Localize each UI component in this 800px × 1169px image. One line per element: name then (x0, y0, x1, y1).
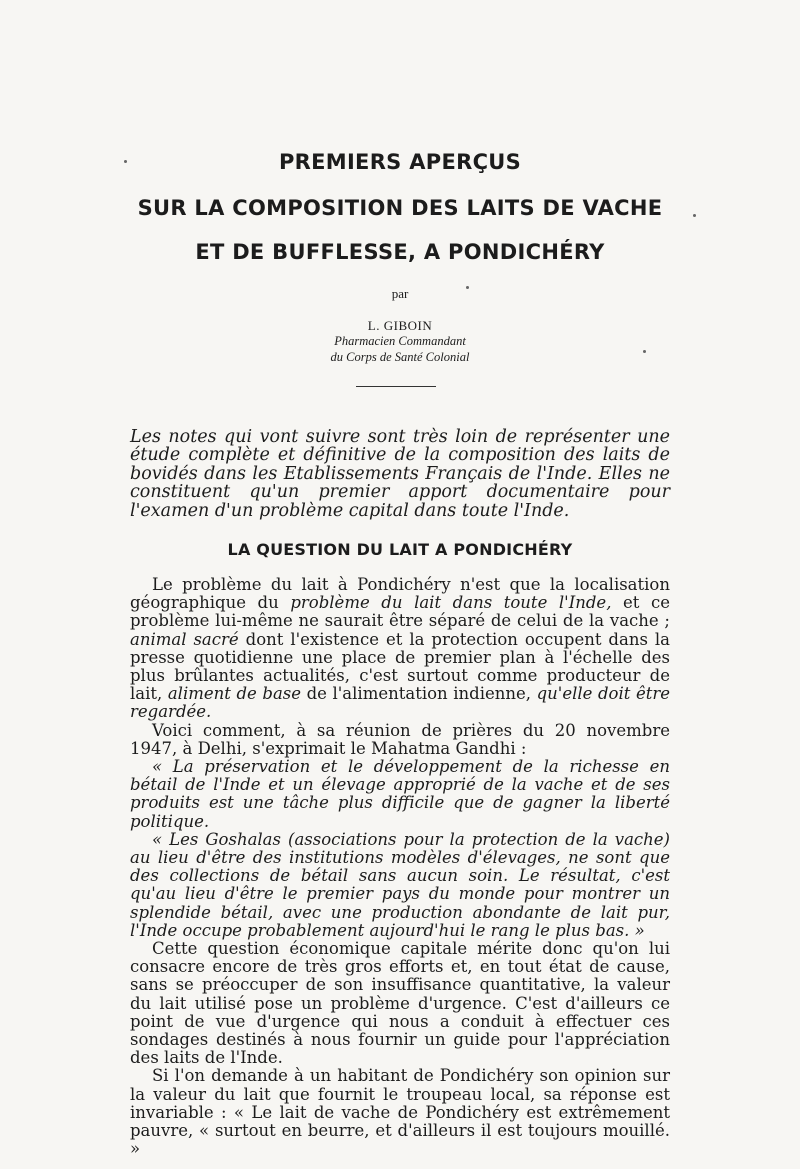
gandhi-quote-2: « Les Goshalas (associations pour la protection de la vache) au lieu d'être des institutions modèles d'élevages, ne sont que des collections de bétail sans aucun soin. Le résultat, c'est qu'au lieu d'être le premier pays du monde pour montrer un splendide bétail, avec une production abondante de lait pur, l'Inde occupe probablement aujourd'hui le rang le plus bas. » (130, 829, 670, 940)
author-name: L. GIBOIN (367, 318, 433, 333)
author-role-1: Pharmacien Commandant (334, 334, 466, 348)
section-heading: LA QUESTION DU LAIT A PONDICHÉRY (227, 540, 573, 559)
paragraph-2: Voici comment, à sa réunion de prières du 20 novembre 1947, à Delhi, s'exprimait le Mahatma Gandhi : (130, 720, 670, 758)
byline-par: par (391, 286, 409, 301)
gandhi-quote-1: « La préservation et le développement de la richesse en bétail de l'Inde et un élevage approprié de la vache et de ses produits est une tâche plus difficile que de gagner la liberté politique. (130, 757, 670, 831)
abstract: Les notes qui vont suivre sont très loin de représenter une étude complète et définitive de la composition des laits de bovidés dans les Etablissements Français de l'Inde. Elles ne constituent qu'un premier apport documentaire pour l'examen d'un problème capital dans toute l'Inde. (130, 427, 670, 521)
scan-speck (693, 214, 696, 217)
paragraph-1: Le problème du lait à Pondichéry n'est que la localisation géographique du problème du lait dans toute l'Inde, et ce problème lui-même ne saurait être séparé de celui de la vache ; animal sacré dont l'existence et la protection occupent dans la presse quotidienne une place de premier plan à l'échelle des plus brûlantes actualités, c'est surtout comme producteur de lait, aliment de base de l'alimentation indienne, qu'elle doit être regardée. (130, 575, 671, 722)
body-text (130, 576, 670, 1159)
separator-rule (356, 386, 436, 387)
paragraph-5: Cette question économique capitale mérite donc qu'on lui consacre encore de très gros efforts et, en tout état de cause, sans se préoccuper de son insuffisance quantitative, la valeur du lait utilisé pose un problème d'urgence. C'est d'ailleurs ce point de vue d'urgence qui nous a conduit à effectuer ces sondages destinés à nous fournir un guide pour l'appréciation des laits de l'Inde. (130, 939, 670, 1068)
scan-speck (466, 286, 469, 289)
title-line-2: SUR LA COMPOSITION DES LAITS DE VACHE (137, 196, 663, 220)
title-line-3: ET DE BUFFLESSE, A PONDICHÉRY (195, 240, 605, 264)
scan-speck (643, 350, 646, 353)
scan-speck (124, 160, 127, 163)
author-role-2: du Corps de Santé Colonial (330, 350, 470, 364)
title-line-1: PREMIERS APERÇUS (278, 150, 522, 174)
paragraph-6: Si l'on demande à un habitant de Pondichéry son opinion sur la valeur du lait que fournit le troupeau local, sa réponse est invariable : « Le lait de vache de Pondichéry est extrêmement pauvre, « surtout en beurre, et d'ailleurs il est toujours mouillé. » (130, 1066, 670, 1159)
